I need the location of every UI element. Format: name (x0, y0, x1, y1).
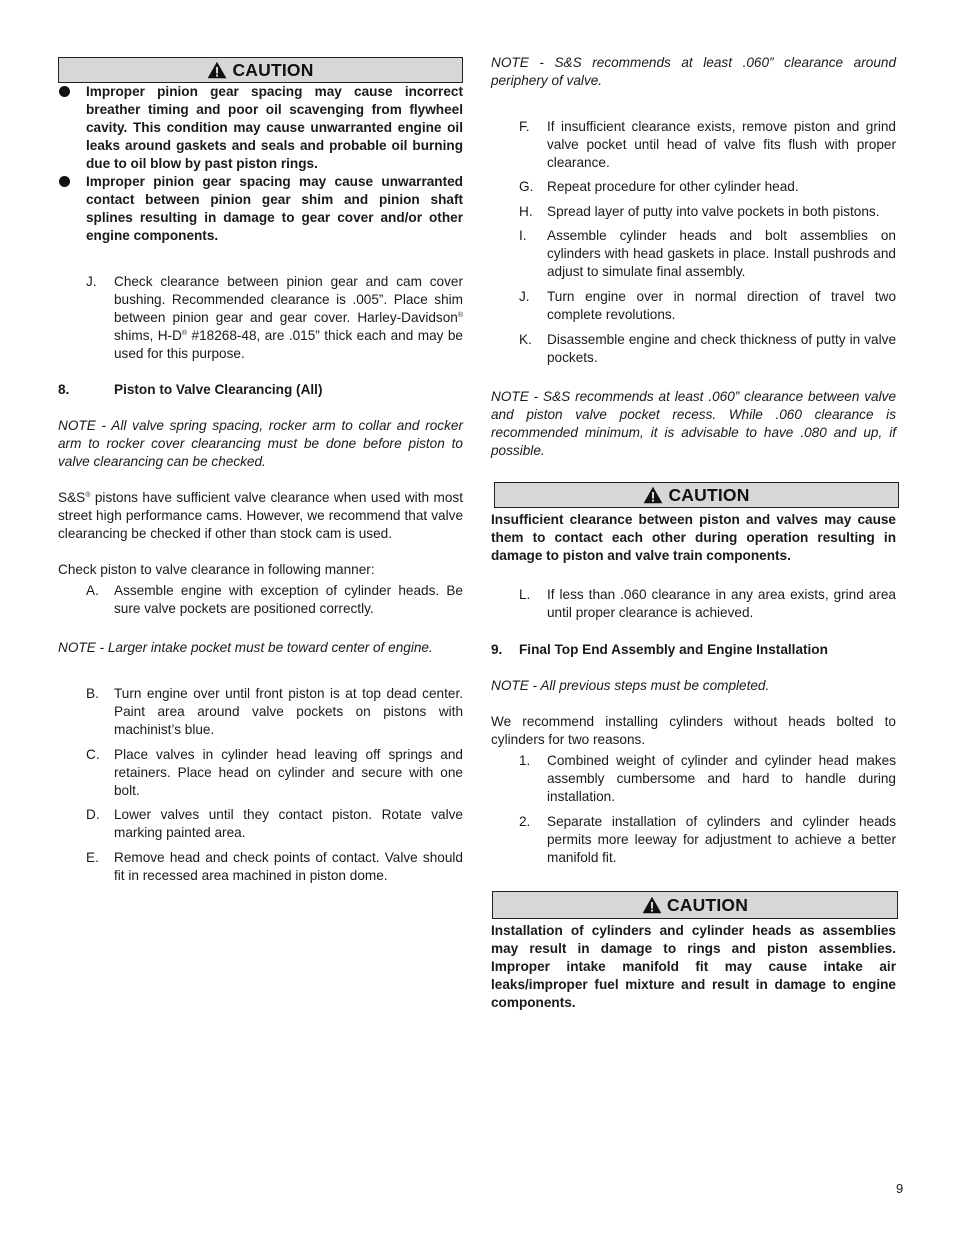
step-l (491, 586, 896, 622)
caution-banner-pinion (58, 57, 463, 83)
caution-text-installation: Installation of cylinders and cylinder heads as assemblies may result in damage to rings and piston assemblies. Improper intake manifold fit may cause intake air leaks/improper fuel mixture and result in damage to engine components. (491, 923, 896, 1010)
step-text: Lower valves until they contact piston. Rotate valve marking painted area. (114, 807, 463, 840)
reason-text: Combined weight of cylinder and cylinder head makes assembly cumbersome and hard to handle during installation. (547, 753, 896, 804)
paragraph-recommend: We recommend installing cylinders without heads bolted to cylinders for two reasons. (491, 714, 896, 747)
step-text: If insufficient clearance exists, remove piston and grind valve pocket until head of valve fits flush with proper clearance. (547, 119, 896, 170)
page-number: 9 (896, 1181, 904, 1196)
section-title: Piston to Valve Clearancing (All) (114, 382, 323, 397)
warning-triangle-icon (207, 61, 227, 79)
reason-1 (491, 752, 896, 806)
step-letter: I. (519, 228, 527, 243)
step-text: Turn engine over in normal direction of travel two complete revolutions. (547, 289, 896, 322)
caution-text-clearance: Insufficient clearance between piston and valves may cause them to contact each other during operation resulting in damage to piston and valve train components. (491, 512, 896, 563)
step-letter: L. (519, 587, 531, 602)
step-j (491, 288, 896, 324)
caution-bullet (58, 173, 463, 245)
caution-label: CAUTION (232, 60, 314, 80)
step-i (491, 227, 896, 281)
step-letter: B. (86, 686, 99, 701)
step-text: Place valves in cylinder head leaving off springs and retainers. Place head on cylinder and secure with one bolt. (114, 747, 463, 798)
step-text: Spread layer of putty into valve pockets in both pistons. (547, 204, 880, 219)
step-f (491, 118, 896, 172)
step-letter: E. (86, 850, 99, 865)
section-heading-9 (491, 641, 896, 659)
step-letter: D. (86, 807, 100, 822)
caution-bullet-text: Improper pinion gear spacing may cause unwarranted contact between pinion gear shim and pinion shaft splines resulting in damage to gear cover and/or other engine components. (86, 174, 463, 243)
step-letter: C. (86, 747, 100, 762)
step-letter: G. (519, 179, 534, 194)
caution-bullet (58, 83, 463, 173)
check-intro: Check piston to valve clearance in following manner: (58, 562, 375, 577)
step-k (491, 331, 896, 367)
step-letter: A. (86, 583, 99, 598)
note-spacing: NOTE - All valve spring spacing, rocker arm to collar and rocker arm to rocker cover clearancing must be done before piston to valve clearancing can be checked. (58, 418, 463, 469)
section-title: Final Top End Assembly and Engine Installation (519, 642, 828, 657)
section-heading-8 (58, 381, 463, 399)
step-b (58, 685, 463, 739)
caution-label: CAUTION (668, 485, 750, 505)
reason-2 (491, 813, 896, 867)
note-periphery: NOTE - S&S recommends at least .060” clearance around periphery of valve. (491, 55, 896, 88)
caution-banner-clearance (494, 482, 899, 508)
warning-triangle-icon (643, 486, 663, 504)
step-g (491, 178, 896, 196)
step-j-pinion-clearance (58, 273, 463, 363)
note-intake: NOTE - Larger intake pocket must be toward center of engine. (58, 640, 433, 655)
step-text: Assemble engine with exception of cylinder heads. Be sure valve pockets are positioned correctly. (114, 583, 463, 616)
caution-bullet-text: Improper pinion gear spacing may cause incorrect breather timing and poor oil scavenging from flywheel cavity. This condition may cause unwarranted engine oil leaks around gaskets and seals and probable oil burning due to oil blow by past piston rings. (86, 84, 463, 171)
bullet-icon (59, 86, 70, 97)
step-text: Disassemble engine and check thickness of putty in valve pockets. (547, 332, 896, 365)
step-text: Check clearance between pinion gear and cam cover bushing. Recommended clearance is .005”. Place shim between pinion gear and gear cover. Harley-Davidson® shims, H-D® #18268-48, are .015” thick each and may be used for this purpose. (114, 274, 463, 361)
step-text: Assemble cylinder heads and bolt assemblies on cylinders with head gaskets in place. Install pushrods and adjust to simulate final assembly. (547, 228, 896, 279)
step-letter: J. (519, 289, 530, 304)
step-c (58, 746, 463, 800)
step-letter: K. (519, 332, 532, 347)
step-text: Remove head and check points of contact. Valve should fit in recessed area machined in piston dome. (114, 850, 463, 883)
bullet-icon (59, 176, 70, 187)
step-text: Repeat procedure for other cylinder head. (547, 179, 799, 194)
note-previous: NOTE - All previous steps must be completed. (491, 678, 770, 693)
section-number: 8. (58, 382, 70, 397)
step-letter: J. (86, 274, 97, 289)
section-number: 9. (491, 642, 503, 657)
step-letter: H. (519, 204, 533, 219)
paragraph-pistons: S&S® pistons have sufficient valve clearance when used with most street high performance cams. However, we recommend that valve clearancing be checked if other than stock cam is used. (58, 490, 463, 541)
step-text: If less than .060 clearance in any area exists, grind area until proper clearance is achieved. (547, 587, 896, 620)
reason-text: Separate installation of cylinders and cylinder heads permits more leeway for adjustment to achieve a better manifold fit. (547, 814, 896, 865)
step-e (58, 849, 463, 885)
note-recess: NOTE - S&S recommends at least .060” clearance between valve and piston valve pocket recess. While .060 clearance is recommended minimum, it is advisable to have .080 and up, if possible. (491, 389, 896, 458)
step-text: Turn engine over until front piston is at top dead center. Paint area around valve pockets on pistons with machinist’s blue. (114, 686, 463, 737)
step-letter: F. (519, 119, 530, 134)
step-a (58, 582, 463, 618)
step-h (491, 203, 896, 221)
warning-triangle-icon (642, 896, 662, 914)
reason-number: 2. (519, 814, 531, 829)
caution-banner-installation (492, 891, 898, 919)
reason-number: 1. (519, 753, 531, 768)
step-d (58, 806, 463, 842)
caution-label: CAUTION (666, 895, 749, 915)
